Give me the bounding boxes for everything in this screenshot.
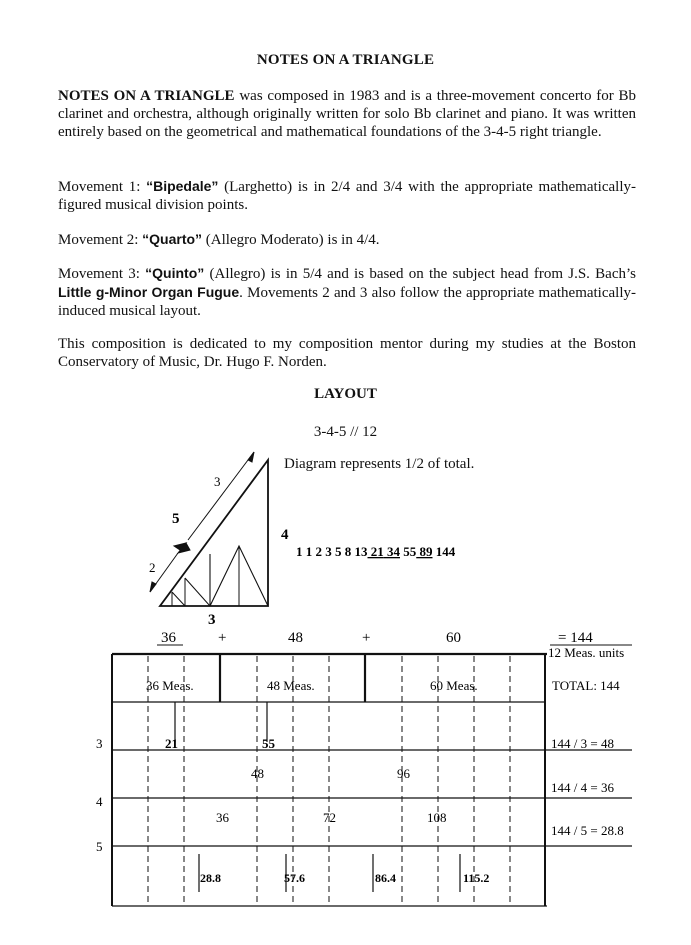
fibonacci-number: 5 <box>331 544 342 559</box>
thirds-48: 48 <box>251 766 264 781</box>
triangle-label-hyp-lower: 2 <box>149 560 156 575</box>
fibonacci-text <box>296 544 456 559</box>
layout-ratio: 3-4-5 // 12 <box>313 424 378 440</box>
intro-title: NOTES ON A TRIANGLE <box>58 88 235 104</box>
movement-2-name: “Quarto” <box>142 231 203 247</box>
sum-total: = 144 <box>558 630 593 646</box>
triangle-label-side: 4 <box>281 527 289 543</box>
sum-plus-2: + <box>362 630 371 646</box>
measure-unit-lines <box>148 656 510 906</box>
movement-2-text: (Allegro Moderato) is in 4/4. <box>202 232 380 248</box>
fifths-57-6: 57.6 <box>284 871 305 885</box>
thirds-96: 96 <box>397 766 410 781</box>
row-label-4: 4 <box>96 794 103 809</box>
division-fifths: 144 / 5 = 28.8 <box>551 823 624 838</box>
fib-mark-21: 21 <box>165 736 178 751</box>
triangle-label-hyp-mid: 5 <box>172 511 180 527</box>
sum-row <box>157 630 632 646</box>
movement-3-prefix: Movement 3: <box>58 266 146 282</box>
movement-2-prefix: Movement 2: <box>58 232 143 248</box>
fib-mark-55: 55 <box>262 736 275 751</box>
units-label: 12 Meas. units <box>548 645 625 660</box>
section-label-60: 60 Meas. <box>430 678 478 693</box>
fibonacci-number: 8 <box>341 544 352 559</box>
triangle-label-base: 3 <box>208 612 216 628</box>
fibonacci-number: 89 <box>416 544 433 559</box>
quarters-72: 72 <box>323 810 336 825</box>
fibonacci-number: 2 <box>312 544 322 559</box>
page-title: NOTES ON A TRIANGLE <box>256 52 435 68</box>
layout-title: LAYOUT <box>314 386 377 402</box>
intro-text: was composed in 1983 and is a three-movement concerto for Bb clarinet and orchestra, although originally written for solo Bb clarinet and piano. It was written entirely based on the geometrical and mathematical foundations of the 3-4-5 right triangle. <box>58 88 636 140</box>
fibonacci-number: 1 <box>302 544 313 559</box>
movement-3-text-2: . Movements 2 and 3 also follow the appropriate mathematically-induced musical layout. <box>58 285 636 319</box>
movement-3-text-1: (Allegro) is in 5/4 and is based on the subject head from J.S. Bach’s <box>204 266 636 282</box>
fibonacci-number: 13 <box>351 544 368 559</box>
sum-48: 48 <box>288 630 303 646</box>
row-label-3: 3 <box>96 736 103 751</box>
fifths-115-2: 115.2 <box>463 871 490 885</box>
hyp-arrow-upper <box>188 452 254 540</box>
triangle-label-hyp-upper: 3 <box>214 474 221 489</box>
movement-3-name: “Quinto” <box>145 265 205 281</box>
fifths-28-8: 28.8 <box>200 871 221 885</box>
total-label: TOTAL: 144 <box>552 678 620 693</box>
sum-plus-1: + <box>218 630 227 646</box>
fibonacci-number: 3 <box>322 544 332 559</box>
row-label-5: 5 <box>96 839 103 854</box>
sum-60: 60 <box>446 630 461 646</box>
section-label-36: 36 Meas. <box>146 678 194 693</box>
fifths-86-4: 86.4 <box>375 871 396 885</box>
movement-1-name: “Bipedale” <box>146 178 219 194</box>
fibonacci-number: 55 <box>400 544 417 559</box>
division-quarters: 144 / 4 = 36 <box>551 780 614 795</box>
section-label-48: 48 Meas. <box>267 678 315 693</box>
fibonacci-number: 1 <box>296 544 303 559</box>
fibonacci-number: 34 <box>383 544 400 559</box>
triangle-diagram <box>150 452 268 606</box>
movement-3-fugue: Little g-Minor Organ Fugue <box>58 284 240 300</box>
quarters-36: 36 <box>216 810 229 825</box>
quarters-108: 108 <box>427 810 447 825</box>
fibonacci-number: 21 <box>367 544 384 559</box>
movement-1-prefix: Movement 1: <box>58 179 147 195</box>
diagram-note: Diagram represents 1/2 of total. <box>284 456 475 472</box>
sum-36: 36 <box>161 630 176 646</box>
fibonacci-sequence <box>296 544 456 559</box>
fibonacci-number: 144 <box>432 544 456 559</box>
movement-1-text: (Larghetto) is in 2/4 and 3/4 with the appropriate mathematically-figured musical division points. <box>58 179 636 213</box>
dedication-paragraph: This composition is dedicated to my composition mentor during my studies at the Boston Conservatory of Music, Dr. Hugo F. Norden. <box>58 336 636 370</box>
division-thirds: 144 / 3 = 48 <box>551 736 614 751</box>
